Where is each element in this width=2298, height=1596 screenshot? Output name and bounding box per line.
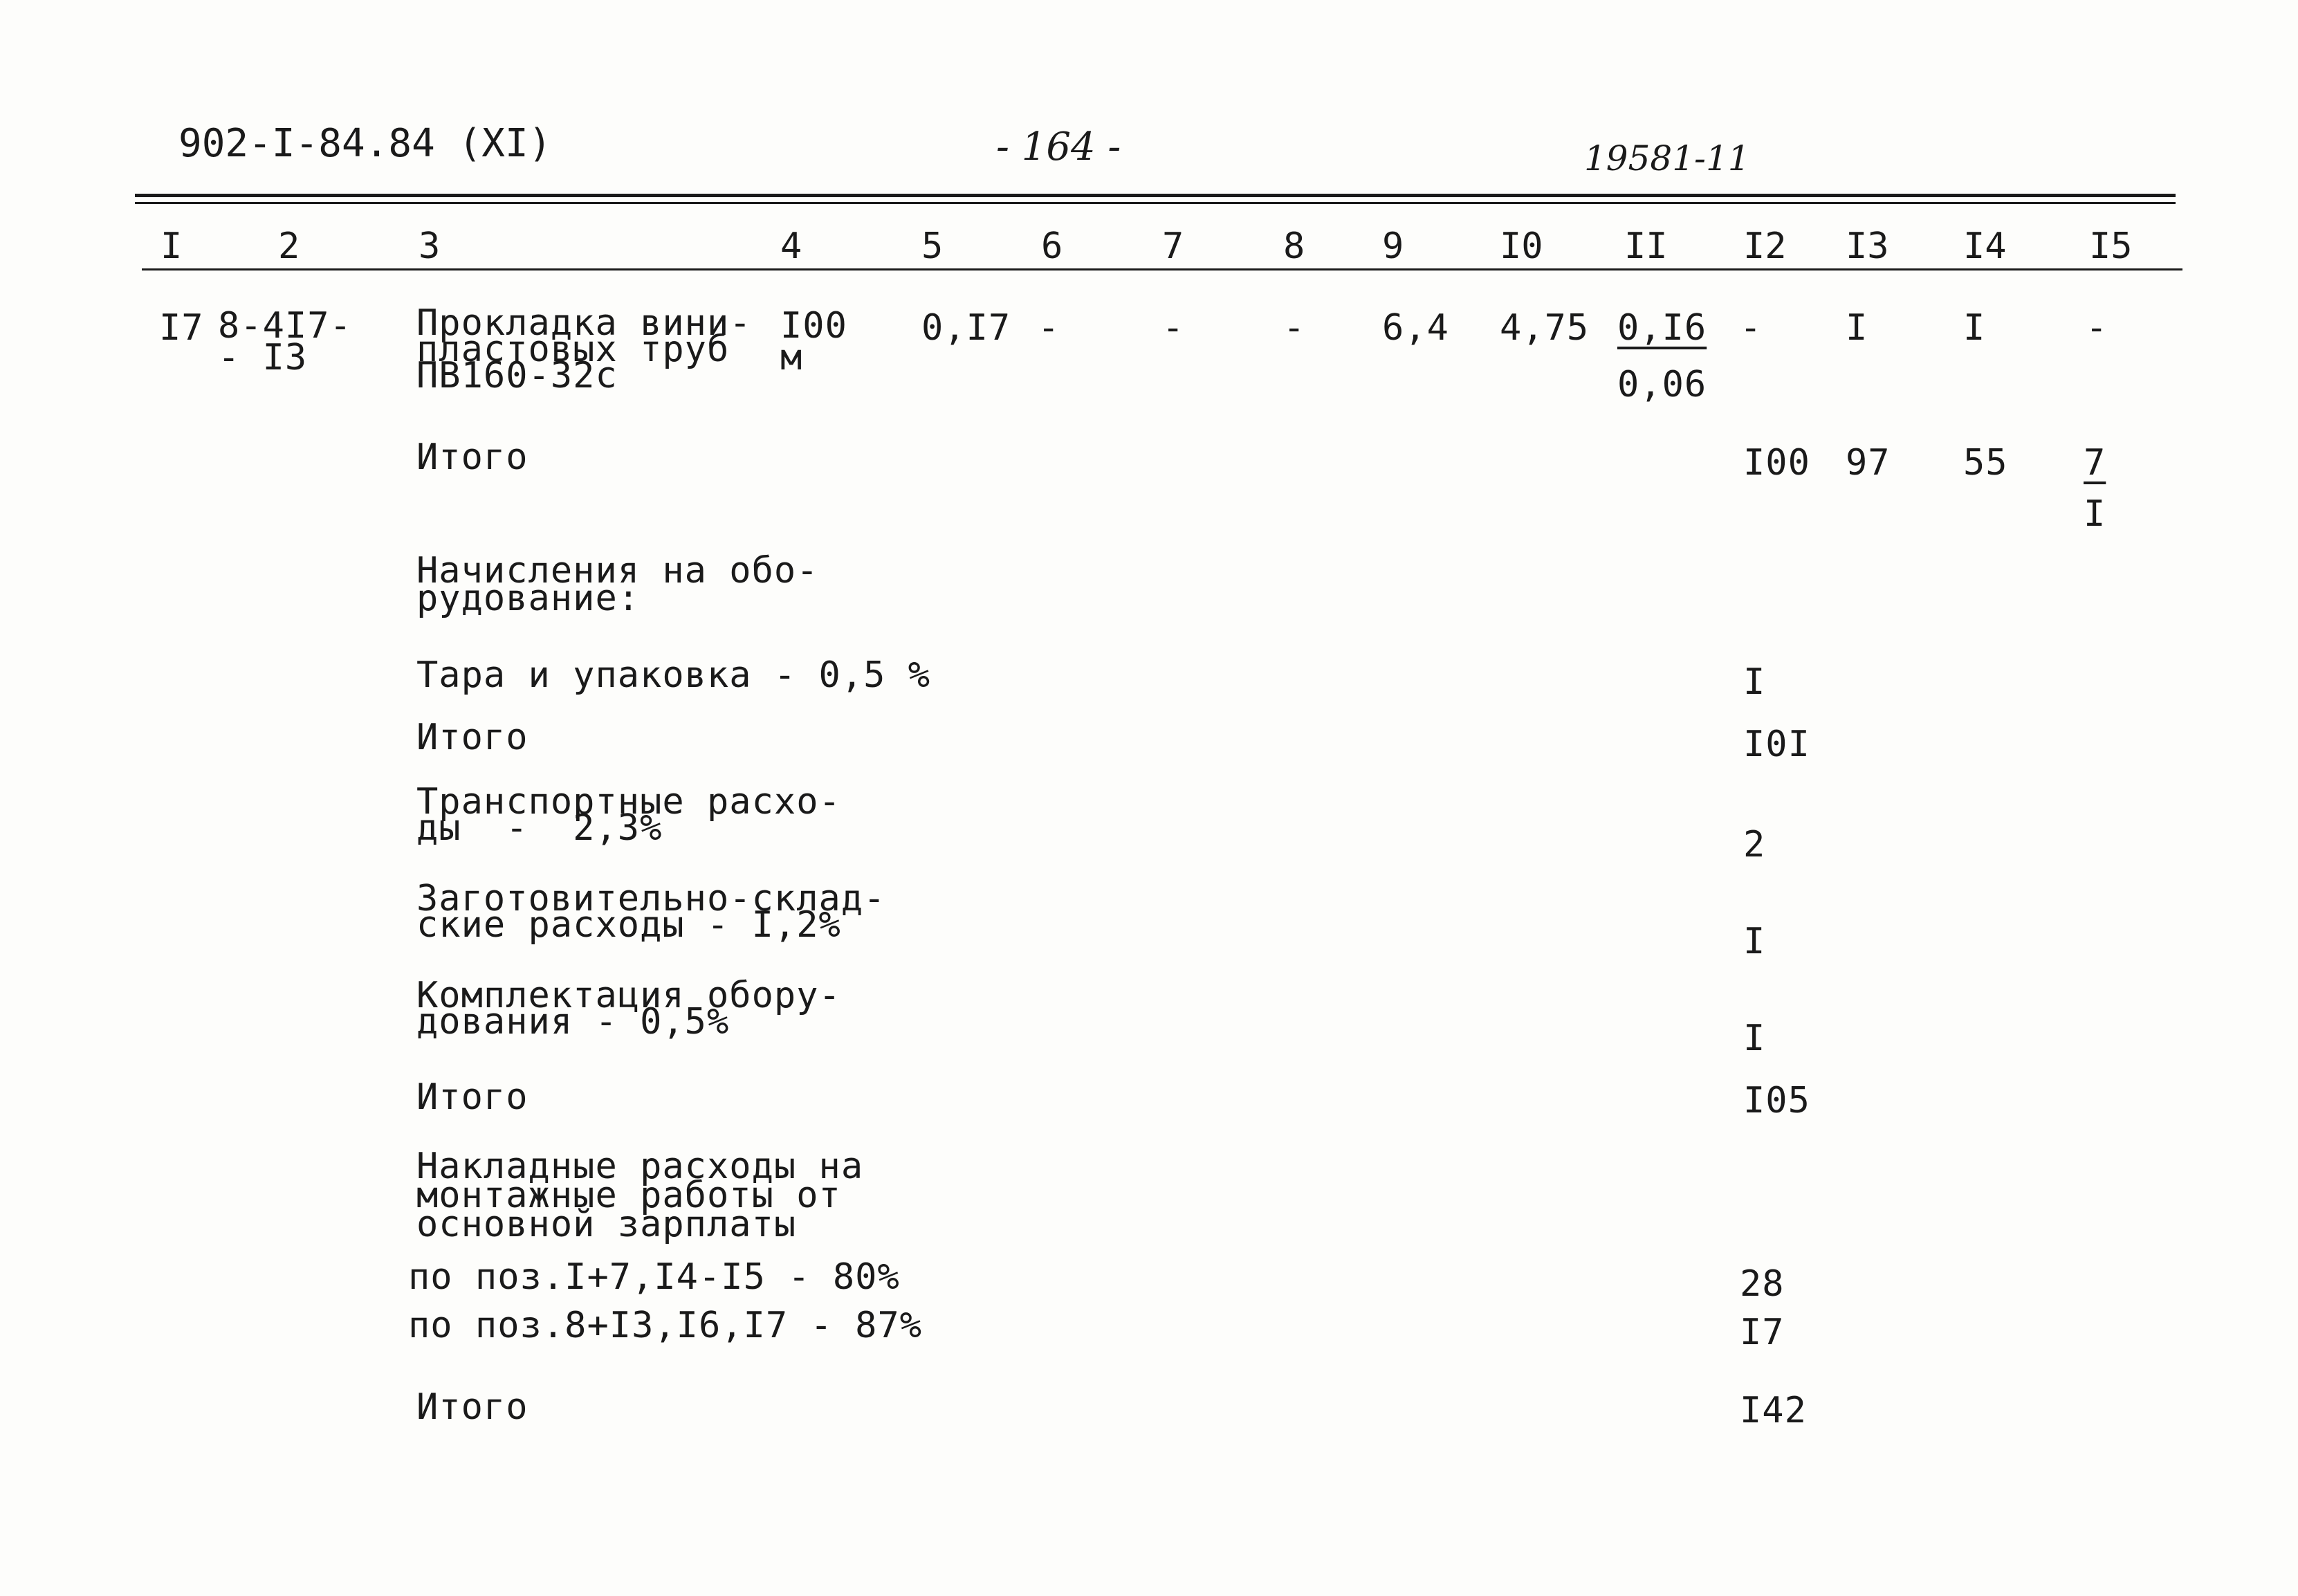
summary-col12: I00 (1743, 442, 1810, 484)
overhead-line-2-value: I7 (1740, 1312, 1785, 1353)
col-num-1: I (160, 226, 183, 267)
row-col13: I (1846, 307, 1868, 349)
subtotal-2-value: I0I (1743, 724, 1810, 765)
col-num-9: 9 (1382, 226, 1404, 267)
document-code: 902-I-84.84 (XI) (178, 121, 552, 166)
row-col6: - (1038, 307, 1060, 349)
row-unit: I00 м (780, 305, 847, 378)
col-num-5: 5 (921, 226, 944, 267)
col-num-8: 8 (1283, 226, 1305, 267)
row-pos: I7 (159, 307, 204, 349)
summary-col15-top: 7 (2084, 442, 2106, 484)
col-num-7: 7 (1162, 226, 1184, 267)
col-num-11: II (1624, 226, 1668, 267)
summary-col13: 97 (1846, 442, 1891, 484)
transport-label: Транспортные расхо- ды - 2,3% (416, 781, 841, 849)
procurement-label: Заготовительно-склад- ские расходы - I,2% (416, 878, 886, 946)
col-num-13: I3 (1846, 226, 1889, 267)
row-col9: 6,4 (1382, 307, 1449, 349)
col-num-4: 4 (780, 226, 802, 267)
row-col5: 0,I7 (921, 307, 1011, 349)
subtotal-3-value: I05 (1743, 1080, 1810, 1121)
grand-total-value: I42 (1740, 1390, 1807, 1431)
subtotal-3-label: Итого (416, 1076, 528, 1118)
packaging-label: Тара и упаковка - 0,5 % (416, 654, 931, 696)
transport-value: 2 (1743, 824, 1766, 865)
col-num-2: 2 (278, 226, 300, 267)
subtotal-2-label: Итого (416, 717, 528, 758)
equipment-charges-heading: Начисления на обо- рудование: (416, 550, 819, 619)
completion-value: I (1743, 1018, 1766, 1059)
grand-total-label: Итого (416, 1386, 528, 1428)
row-col10: 4,75 (1500, 307, 1590, 349)
col-num-10: I0 (1500, 226, 1543, 267)
completion-label: Комплектация обору- дования - 0,5% (416, 975, 841, 1043)
row-col11-fraction (1617, 307, 1707, 405)
summary-col15-fraction (2084, 442, 2106, 535)
col-num-6: 6 (1041, 226, 1063, 267)
col-num-14: I4 (1963, 226, 2007, 267)
col-num-3: 3 (419, 226, 441, 267)
overhead-line-1-value: 28 (1740, 1263, 1785, 1305)
row-col11-bottom: 0,06 (1617, 364, 1707, 405)
column-number-rule (142, 268, 2182, 270)
row-col11-top: 0,I6 (1617, 307, 1707, 349)
row-col14: I (1963, 307, 1986, 349)
header-rule-bottom (135, 202, 2176, 204)
col-num-15: I5 (2089, 226, 2133, 267)
col-num-12: I2 (1743, 226, 1787, 267)
row-name: Прокладка вини- пластовых труб ПВ160-32с (416, 302, 752, 396)
summary-col15-bottom: I (2084, 493, 2106, 535)
row-col15: - (2086, 307, 2108, 349)
row-col12: - (1740, 307, 1763, 349)
row-col8: - (1283, 307, 1306, 349)
packaging-value: I (1743, 661, 1766, 703)
page-number: - 164 - (996, 125, 1121, 169)
overhead-line-2-label: по поз.8+I3,I6,I7 - 87% (408, 1305, 923, 1346)
overhead-heading: Накладные расходы на монтажные работы от основной зарплаты (416, 1146, 864, 1245)
inventory-number: 19581-11 (1584, 138, 1750, 178)
summary-label: Итого (416, 437, 528, 478)
procurement-value: I (1743, 921, 1766, 962)
summary-col14: 55 (1963, 442, 2008, 484)
overhead-line-1-label: по поз.I+7,I4-I5 - 80% (408, 1256, 900, 1298)
header-rule-top (135, 194, 2176, 197)
row-col7: - (1162, 307, 1185, 349)
row-code: 8-4I7- - I3 (218, 305, 352, 378)
